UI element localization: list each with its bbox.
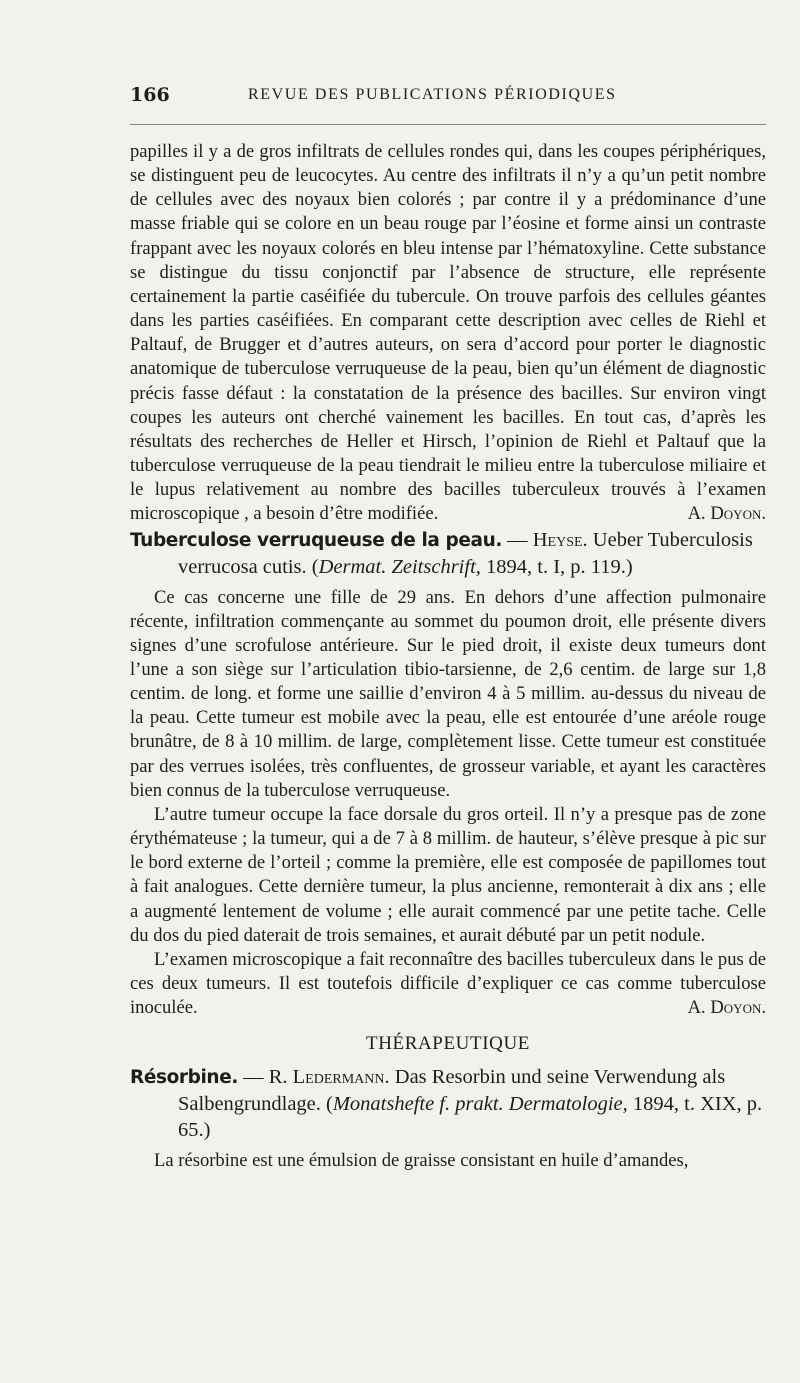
body-text — [130, 140, 766, 1174]
article3-journal: Monatshefte f. prakt. Dermatologie, — [332, 1093, 628, 1116]
running-title: REVUE DES PUBLICATIONS PÉRIODIQUES — [248, 86, 617, 103]
article2-journal: Dermat. Zeitschrift, — [318, 555, 481, 578]
article2-heading: Tuberculose verruqueuse de la peau. — [130, 529, 502, 551]
article1-signature: A. Doyon. — [687, 503, 766, 525]
page-number: 166 — [130, 84, 170, 106]
article2-title: Tuberculose verruqueuse de la peau. — Heyse. Ueber Tuberculosis verrucosa cutis. (Dermat. Zeitschrift, 1894, t. I, p. 119.) — [130, 528, 753, 578]
article1-paragraph — [130, 140, 766, 527]
section-heading: THÉRAPEUTIQUE — [365, 1033, 530, 1055]
article3-paragraph-1: La résorbine est une émulsion de graisse consistant en huile d’amandes, — [154, 1150, 689, 1172]
article2-signature: A. Doyon. — [687, 997, 766, 1019]
article2-paragraph-2: L’autre tumeur occupe la face dorsale du gros orteil. Il n’y a presque pas de zone érythémateuse ; la tumeur, qui a de 7 à 8 millim. de hauteur, s’élève presque à pic sur le bord externe de l’orteil ; comme la première, elle est composée de papillomes tout à fait analogues. Cette dernière tumeur, la plus ancienne, remonterait à dix ans ; elle a augmenté lentement de volume ; elle aurait commencé par une petite tache. Celle du dos du pied daterait de trois semaines, et aurait débuté par un petit nodule. — [130, 803, 766, 946]
article3-heading: Résorbine. — [130, 1067, 238, 1089]
article2-paragraph-1: Ce cas concerne une fille de 29 ans. En dehors d’une affection pulmonaire récente, infiltration commençante au sommet du poumon droit, elle présente divers signes d’une scrofulose antérieure. Sur le pied droit, il existe deux tumeurs dont l’une a son siège sur l’articulation tibio-tarsienne, de 2,6 centim. de large sur 1,8 centim. de long. et forme une saillie d’environ 4 à 5 millim. au-dessus du niveau de la peau. Cette tumeur est mobile avec la peau, elle est entourée d’une aréole rouge brunâtre, de 8 à 10 millim. de large, complètement lisse. Cette tumeur est constituée par des verrues isolées, très confluentes, de grosseur variable, et ayant les caractères bien connus de la tuberculose verruqueuse. — [130, 586, 766, 801]
header-rule — [130, 124, 766, 125]
page-header — [130, 84, 766, 114]
article2-paragraph-3: L’examen microscopique a fait reconnaître des bacilles tuberculeux dans le pus de ces deux tumeurs. Il est toutefois difficile d’expliquer ce cas comme tuberculose inoculée. A. Doyon. — [130, 948, 766, 1020]
article2-author: Heyse. — [532, 528, 588, 551]
article3-author: Ledermann. — [292, 1066, 390, 1089]
article3-title: Résorbine. — R. Ledermann. Das Resorbin und seine Verwendung als Salbengrundlage. (Monatshefte f. prakt. Dermatologie, 1894, t. XIX, p. 65.) — [130, 1066, 763, 1142]
article1-text: papilles il y a de gros infiltrats de cellules rondes qui, dans les coupes périphériques, se distinguent peu de leucocytes. Au centre des infiltrats il n’y a qu’un petit nombre de cellules avec des noyaux bien colorés ; par contre il y a prédominance d’une masse friable qui se colore en un beau rouge par l’éosine et forme ainsi un contraste frappant avec les noyaux colorés en bleu intense par l’hématoxyline. Cette substance se distingue du tissu conjonctif par l’absence de structure, elle représente certainement la partie caséifiée du tubercule. On trouve parfois des cellules géantes dans les parties caséifiées. En comparant cette description avec celles de Riehl et Paltauf, de Brugger et d’autres auteurs, on sera d’accord pour porter le diagnostic anatomique de tuberculose verruqueuse de la peau, bien qu’un élément de diagnostic précis fasse défaut : la constatation de la présence des bacilles. Sur environ vingt coupes les auteurs ont cherché vainement les bacilles. En tout cas, d’après les résultats des recherches de Heller et Hirsch, l’opinion de Riehl et Paltauf que la tuberculose verruqueuse de la peau tiendrait le milieu entre la tuberculose miliaire et le lupus relativement au nombre des bacilles tuberculeux trouvés à l’examen microscopique , a besoin d’être modifiée. — [130, 141, 766, 525]
